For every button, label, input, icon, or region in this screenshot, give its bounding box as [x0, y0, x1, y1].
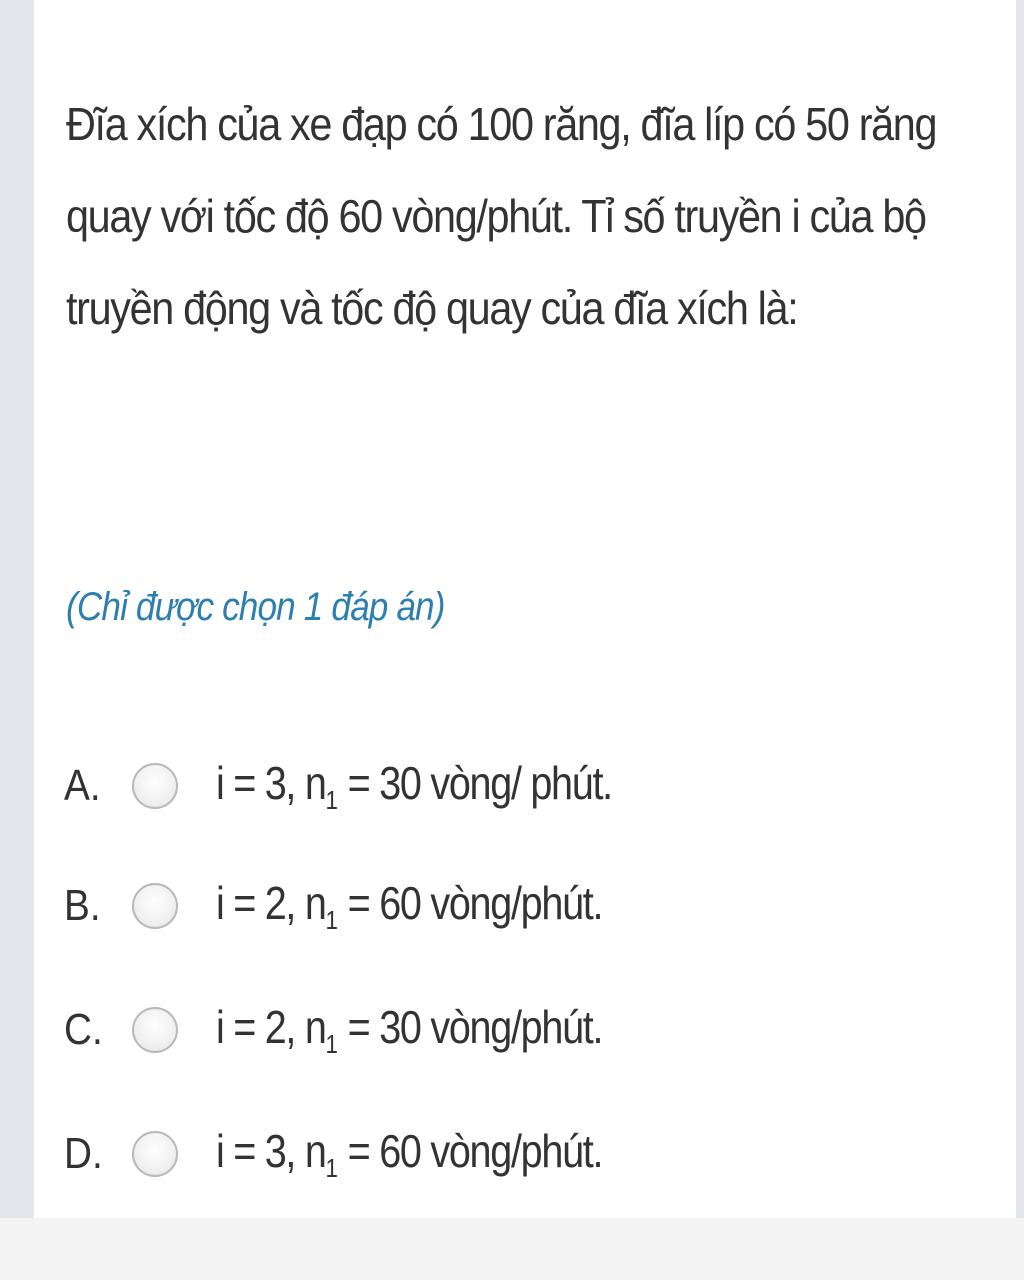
option-label: i = 2, $n_1 = 60$ vòng/phút. [216, 877, 603, 935]
radio-button-unselected-icon[interactable] [132, 763, 178, 809]
option-b[interactable] [64, 866, 1004, 946]
option-c[interactable] [64, 990, 1004, 1070]
option-d[interactable] [64, 1114, 1004, 1194]
option-letter: A. [64, 761, 101, 810]
right-frame [1016, 0, 1024, 1218]
option-label: i = 2, $n_1 = 30$ vòng/phút. [216, 1001, 603, 1059]
bottom-area [0, 1218, 1024, 1280]
question-text: Đĩa xích của xe đạp có 100 răng, đĩa líp có 50 răng quay với tốc độ 60 vòng/phút. Tỉ số truyền i của bộ truyền động và tốc độ quay của đĩa xích là: [66, 98, 937, 334]
radio-button-unselected-icon[interactable] [132, 883, 178, 929]
option-a[interactable] [64, 746, 1004, 826]
option-letter: B. [64, 881, 101, 930]
option-letter: D. [64, 1129, 103, 1178]
option-letter: C. [64, 1005, 103, 1054]
radio-button-unselected-icon[interactable] [132, 1131, 178, 1177]
instruction-hint: (Chỉ được chọn 1 đáp án) [66, 585, 445, 629]
radio-button-unselected-icon[interactable] [132, 1007, 178, 1053]
question-card [34, 0, 1016, 1218]
option-label: i = 3, $n_1 = 60$ vòng/phút. [216, 1125, 603, 1183]
left-frame [0, 0, 34, 1218]
option-label: i = 3, $n_1 = 30$ vòng/ phút. [216, 757, 612, 815]
